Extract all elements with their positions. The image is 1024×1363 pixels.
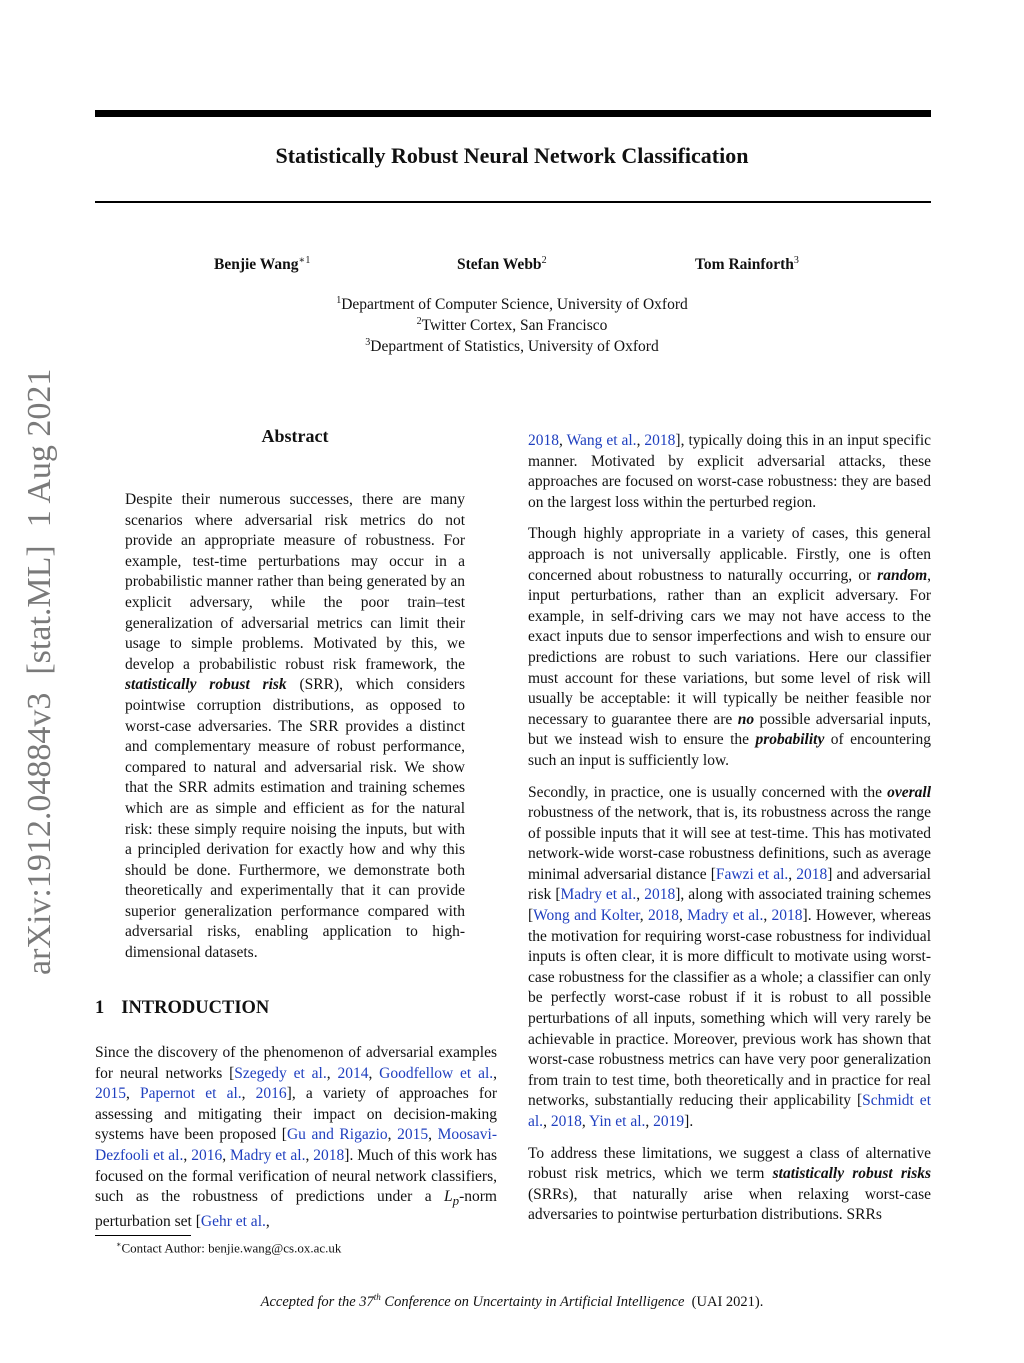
citation[interactable]: Schmidt et al. (528, 1092, 931, 1130)
affiliation-1: $^1$Department of Computer Science, University of Oxford (336, 295, 688, 314)
citation[interactable]: Gehr et al. (200, 1212, 266, 1230)
citation[interactable]: 2014 (337, 1064, 369, 1082)
citation[interactable]: Fawzi et al. (715, 865, 789, 883)
arxiv-date: 1 Aug 2021 (21, 368, 58, 528)
citation[interactable]: Yin et al. (589, 1113, 646, 1130)
intro-paragraph-1: 2018, Wang et al., 2018], typically doing this in an input specific manner. Motivated by explicit adversarial attacks, these approaches are focused on worst-case robustness: they are based on the largest loss within the perturbed region. (528, 432, 931, 511)
top-rule (95, 110, 931, 117)
citation[interactable]: Madry et al. (687, 907, 764, 925)
citation[interactable]: Goodfellow et al. (379, 1064, 494, 1082)
citation[interactable]: 2018 (644, 432, 676, 449)
citation[interactable]: Gu and Rigazio (286, 1126, 388, 1144)
arxiv-category: [stat.ML] (21, 545, 58, 675)
author-1: Benjie Wang$^{∗1}$ (214, 255, 311, 274)
title-rule (95, 201, 931, 203)
citation[interactable]: 2016 (255, 1085, 287, 1103)
affiliation-3: $^3$Department of Statistics, University of Oxford (365, 337, 659, 356)
arxiv-id: arXiv:1912.04884v3 (21, 692, 58, 975)
abstract-term: statistically robust risk (125, 676, 287, 694)
citation[interactable]: 2015 (397, 1126, 429, 1144)
citation[interactable]: 2018 (313, 1146, 345, 1164)
abstract-body: Despite their numerous successes, there are many scenarios where adversarial risk metrics do not provide an appropriate measure of robustness. For example, test-time perturbations may occur in a probabilistic manner rather than being generated by an explicit adversary, while the poor train–test generalization of adversarial metrics can limit their usage to simple problems. Motivated by this, we develop a probabilistic robust risk framework, the statistically robust risk (SRR), which considers pointwise corruption distributions, as opposed to worst-case adversaries. The SRR provides a distinct and complementary measure of robust performance, compared to natural and adversarial risk. We show that the SRR admits estimation and training schemes which are as simple and efficient as for the natural risk: these simply require noising the inputs, but with a principled derivation for exactly how and why this should be done. Furthermore, we demonstrate both theoretically and experimentally that it can provide superior generalization performance compared with adversarial risks, enabling application to high-dimensional datasets. (125, 491, 465, 962)
citation[interactable]: Szegedy et al. (234, 1064, 327, 1082)
citation[interactable]: Madry et al. (230, 1146, 306, 1164)
section-heading: 1 INTRODUCTION (95, 998, 270, 1018)
arxiv-sidebar (18, 355, 62, 975)
intro-left-paragraph: Since the discovery of the phenomenon of adversarial examples for neural networks [Szegedy et al., 2014, Goodfellow et al., 2015, Papernot et al., 2016], a variety of approaches for assessing and mitigating their impact on decision-making systems have been proposed [Gu and Rigazio, 2015, Moosavi-Dezfooli et al., 2016, Madry et al., 2018]. Much of this work has focused on the formal verification of neural network classifiers, such as the robustness of predictions under a $L_p$-norm perturbation set [Gehr et al., (95, 1044, 498, 1230)
footnote: ∗Contact Author: benjie.wang@cs.ox.ac.uk (116, 1240, 342, 1256)
paper-title: Statistically Robust Neural Network Classification (275, 143, 749, 168)
affiliation-2: $^2$Twitter Cortex, San Francisco (416, 316, 608, 335)
intro-paragraph-2: Though highly appropriate in a variety of cases, this general approach is not universally applicable. Firstly, one is often concerned about robustness to naturally occurring, or random, input perturbations, rather than an explicit adversary. For example, in self-driving cars we may not have access to the exact inputs due to sensor imperfections and wish to ensure our predictions are robust to such variations. Here our classifier must account for these variations, but some level of risk will usually be acceptable: it will typically be neither feasible nor necessary to guarantee there are no possible adversarial inputs, but we instead wish to ensure the probability of encountering such an input is sufficiently low. (528, 525, 932, 769)
abstract-heading: Abstract (261, 426, 329, 446)
citation[interactable]: Papernot et al. (140, 1085, 242, 1103)
citation[interactable]: Wang et al. (566, 432, 637, 449)
citation[interactable]: 2018 (771, 907, 803, 925)
citation[interactable]: 2018 (644, 886, 676, 904)
citation[interactable]: 2018 (528, 432, 559, 449)
citation[interactable]: Wong and Kolter (533, 907, 640, 925)
author-3: Tom Rainforth$^3$ (695, 255, 799, 274)
citation[interactable]: 2018 (550, 1113, 582, 1130)
citation[interactable]: 2016 (191, 1146, 223, 1164)
citation[interactable]: 2018 (796, 865, 828, 883)
intro-right-column (528, 431, 931, 1226)
intro-paragraph-4: To address these limitations, we suggest a class of alternative robust risk metrics, which we term statistically robust risks (SRRs), that naturally arise when relaxing worst-case adversaries to pointwise perturbation distributions. SRRs (528, 1144, 932, 1224)
citation[interactable]: 2019 (653, 1113, 685, 1130)
citation[interactable]: Madry et al. (560, 886, 637, 904)
footnote-rule (95, 1235, 191, 1236)
conference-footer: Accepted for the 37th Conference on Uncertainty in Artificial Intelligence (UAI 2021). (260, 1292, 764, 1310)
intro-paragraph-3: Secondly, in practice, one is usually concerned with the overall robustness of the network, that is, its robustness across the range of possible inputs that it will see at test-time. This has motivated network-wide worst-case robustness definitions, such as average minimal adversarial distance [Fawzi et al., 2018] and adversarial risk [Madry et al., 2018], along with associated training schemes [Wong and Kolter, 2018, Madry et al., 2018]. However, whereas the motivation for requiring worst-case robustness for individual inputs is often clear, it is more difficult to motivate using worst-case robustness for the classifier as a whole; a classifier can only be perfectly worst-case robust if it is robust to all possible perturbations of all inputs, something which will very rarely be achievable in practice. Moreover, previous work has shown that worst-case robustness metrics can have very poor generalization from train to test time, both theoretically and in practice for real networks, substantially reducing their applicability [Schmidt et al., 2018, Yin et al., 2019]. (528, 783, 932, 1130)
citation[interactable]: Moosavi-Dezfooli et al. (95, 1126, 498, 1164)
author-2: Stefan Webb$^2$ (457, 255, 547, 274)
citation[interactable]: 2015 (95, 1085, 126, 1103)
math-norm: $L_p$ (444, 1188, 460, 1209)
citation[interactable]: 2018 (647, 907, 679, 925)
